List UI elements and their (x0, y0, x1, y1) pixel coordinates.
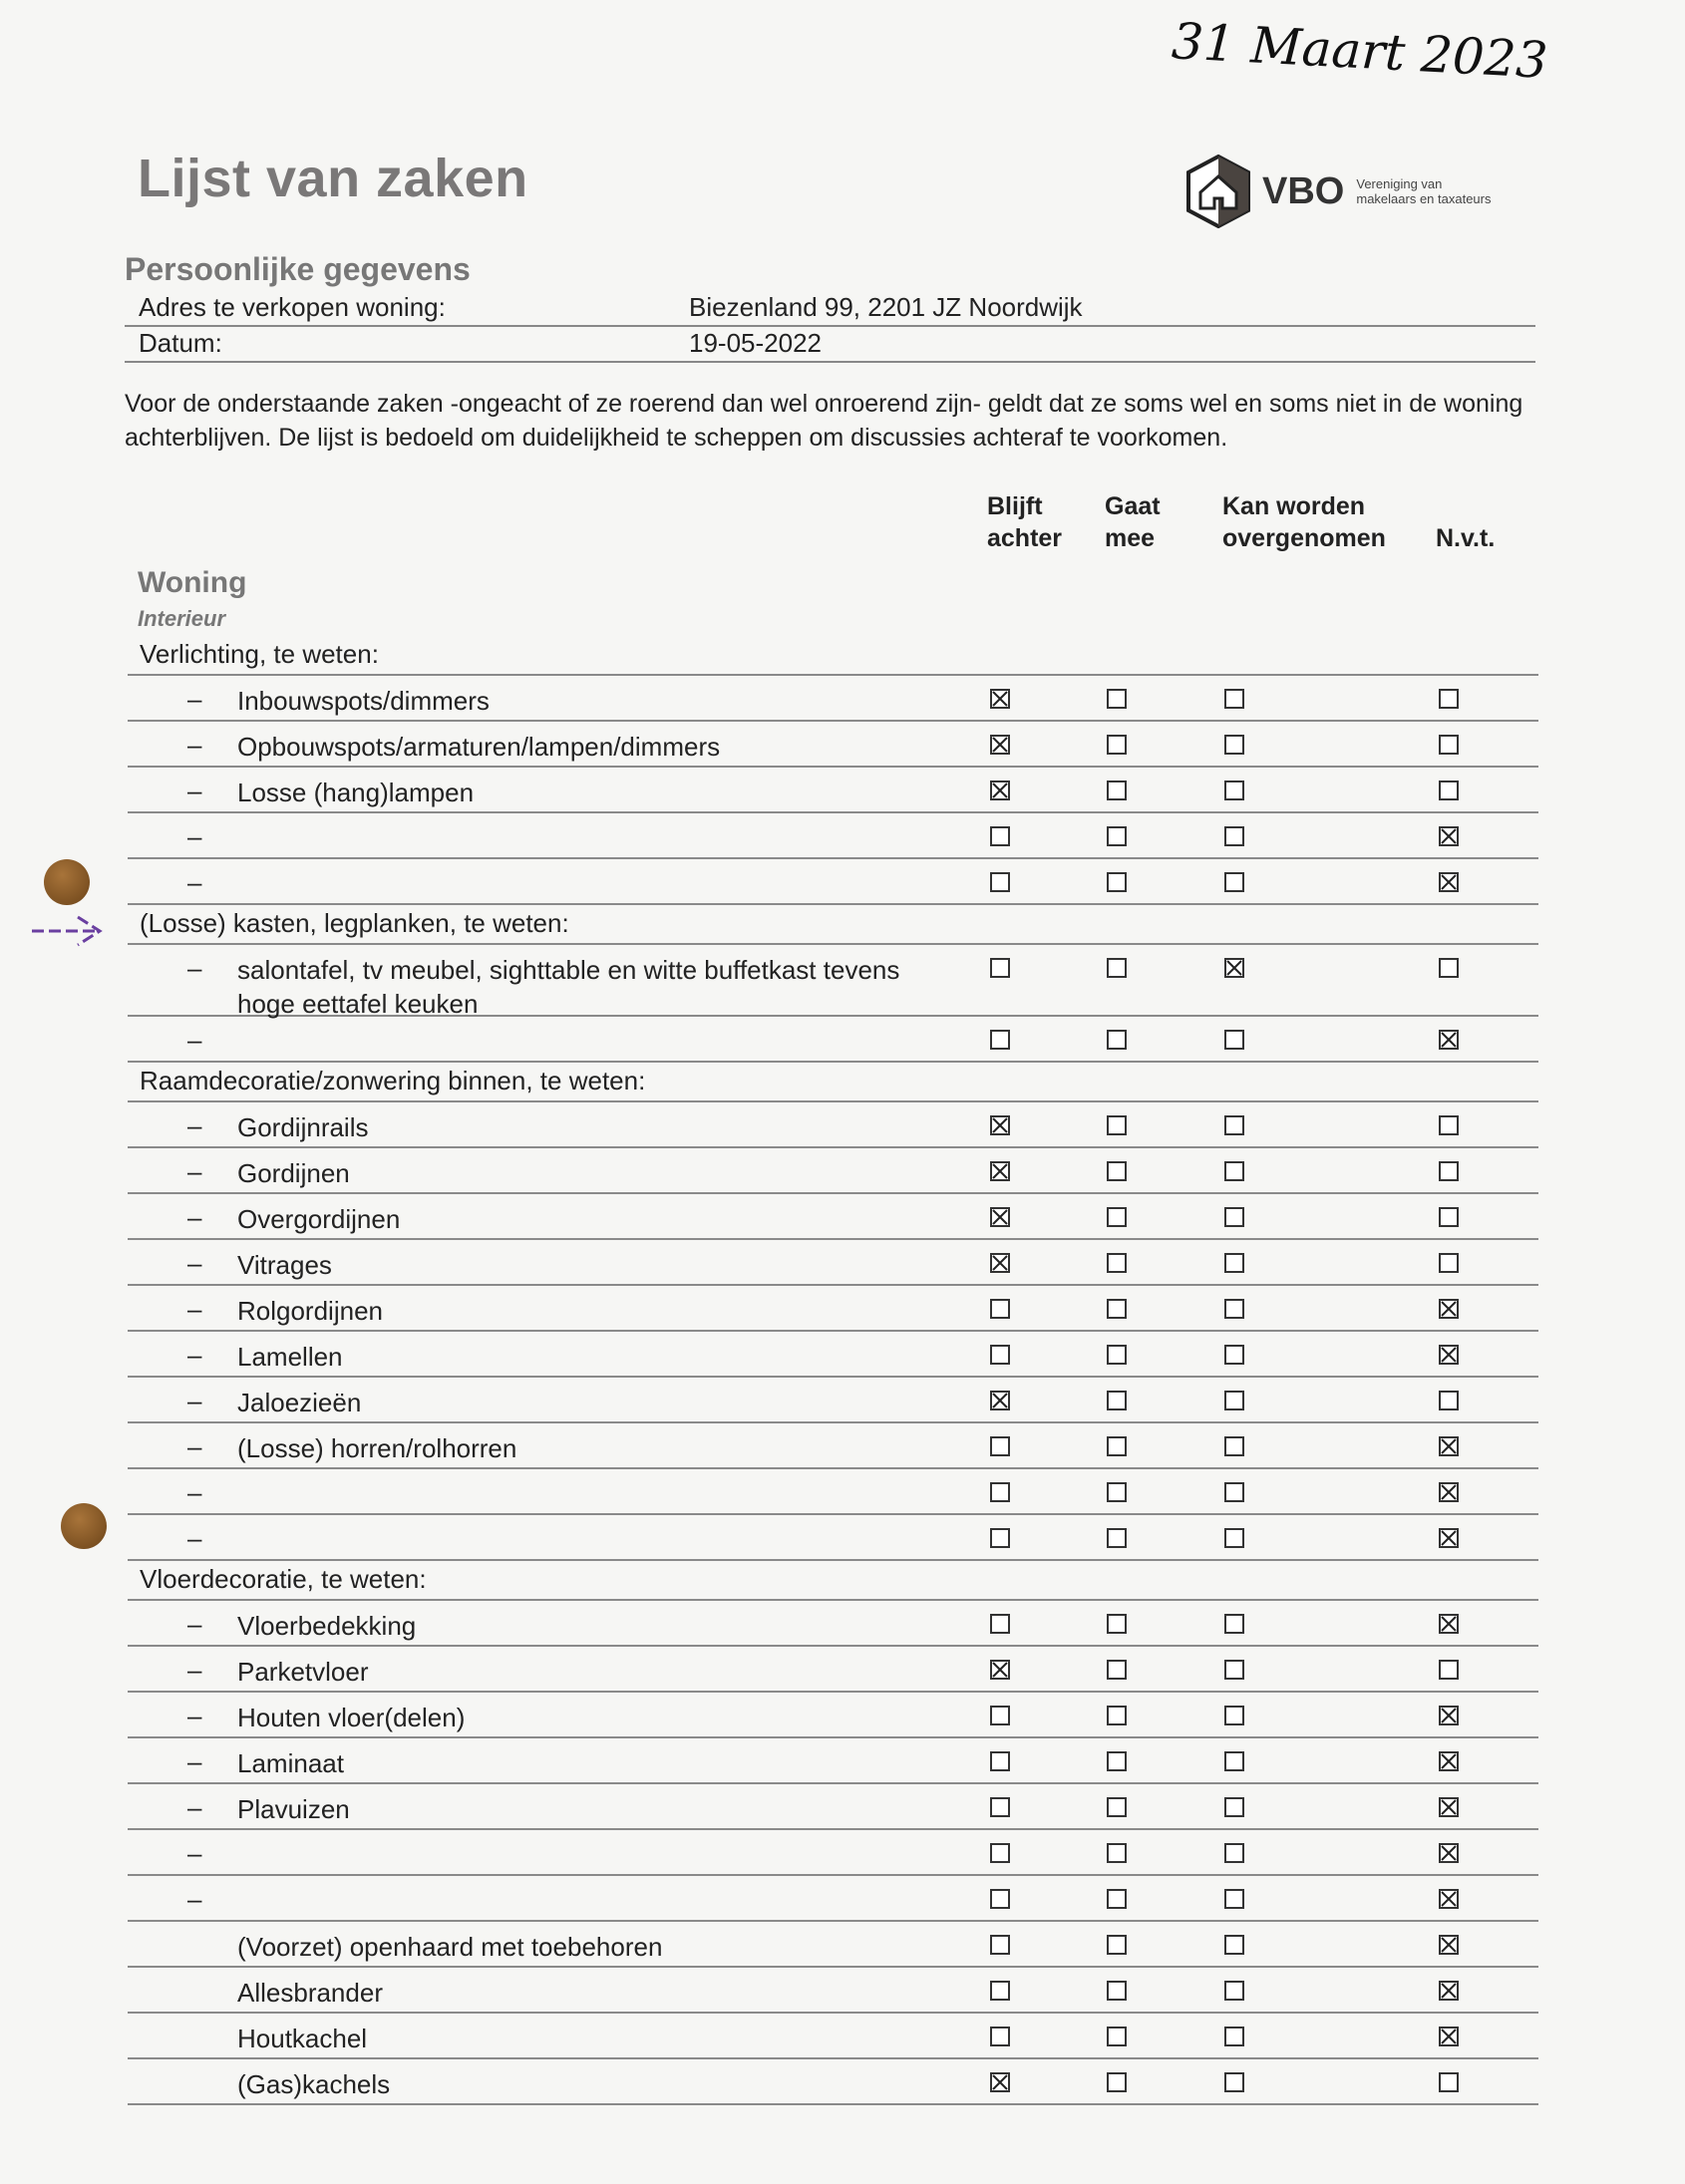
row-label: Verlichting, te weten: (140, 639, 379, 669)
dash-bullet: – (187, 1386, 202, 1415)
punch-hole (61, 1503, 107, 1549)
checkbox-gaat-mee[interactable] (1107, 1161, 1127, 1181)
table-row (128, 768, 1538, 813)
table-row (128, 722, 1538, 768)
checkbox-kan-worden-overgenomen[interactable] (1224, 2027, 1244, 2046)
checkbox-gaat-mee[interactable] (1107, 872, 1127, 892)
row-label: Rolgordijnen (237, 1296, 383, 1326)
checkbox-kan-worden-overgenomen[interactable] (1224, 1706, 1244, 1725)
checkbox-nvt[interactable] (1439, 1482, 1459, 1502)
row-label: Inbouwspots/dimmers (237, 686, 490, 716)
page-title: Lijst van zaken (138, 149, 528, 208)
checkbox-blijft-achter[interactable] (990, 1482, 1010, 1502)
dash-bullet: – (187, 1523, 202, 1553)
vbo-house-icon (1186, 155, 1250, 228)
dash-bullet: – (187, 1746, 202, 1776)
checkbox-nvt[interactable] (1439, 1981, 1459, 2001)
checkbox-kan-worden-overgenomen[interactable] (1224, 2072, 1244, 2092)
checkbox-kan-worden-overgenomen[interactable] (1224, 1889, 1244, 1909)
row-label: (Voorzet) openhaard met toebehoren (237, 1932, 663, 1962)
intro-text: Voor de onderstaande zaken -ongeacht of ze roerend dan wel onroerend zijn- geldt dat ze soms wel en soms niet in de woning achterblijven. De lijst is bedoeld om duidelijkheid te scheppen om discussies achteraf te voorkomen. (125, 390, 1523, 452)
checkbox-kan-worden-overgenomen[interactable] (1224, 1482, 1244, 1502)
checkbox-nvt[interactable] (1439, 1253, 1459, 1273)
checkbox-nvt[interactable] (1439, 1797, 1459, 1817)
table-row (128, 1332, 1538, 1378)
logo-name: VBO (1262, 169, 1345, 212)
row-label: Overgordijnen (237, 1204, 401, 1234)
checkbox-blijft-achter[interactable] (990, 1528, 1010, 1548)
checkbox-blijft-achter[interactable] (990, 1299, 1010, 1319)
dash-bullet: – (187, 1477, 202, 1507)
checkbox-kan-worden-overgenomen[interactable] (1224, 735, 1244, 755)
checkbox-blijft-achter[interactable] (990, 826, 1010, 846)
checkbox-kan-worden-overgenomen[interactable] (1224, 1115, 1244, 1135)
column-header-gaat-mee: Gaat mee (1105, 492, 1161, 552)
table-row (128, 1830, 1538, 1876)
checkbox-nvt[interactable] (1439, 1115, 1459, 1135)
checkbox-nvt[interactable] (1439, 1935, 1459, 1955)
arrow-annotation-icon (28, 909, 108, 953)
table-row (128, 2014, 1538, 2059)
checkbox-kan-worden-overgenomen[interactable] (1224, 1391, 1244, 1410)
checkbox-nvt[interactable] (1439, 2027, 1459, 2046)
table-row (128, 859, 1538, 905)
handwritten-date: 31 Maart 2023 (1170, 12, 1549, 90)
row-label: Houten vloer(delen) (237, 1703, 466, 1732)
checkbox-kan-worden-overgenomen[interactable] (1224, 1751, 1244, 1771)
column-header-blijft-achter: Blijft achter (987, 492, 1063, 552)
dash-bullet: – (187, 953, 202, 983)
table-row (128, 2059, 1538, 2105)
checkbox-blijft-achter[interactable] (990, 1161, 1010, 1181)
vbo-logo (1186, 155, 1491, 228)
checkbox-blijft-achter[interactable] (990, 1614, 1010, 1634)
dash-bullet: – (187, 730, 202, 760)
table-row (128, 1784, 1538, 1830)
checkbox-kan-worden-overgenomen[interactable] (1224, 1345, 1244, 1365)
date-row (125, 325, 1535, 363)
dash-bullet: – (187, 1701, 202, 1730)
dash-bullet: – (187, 1431, 202, 1461)
dash-bullet: – (187, 1110, 202, 1140)
checkbox-gaat-mee[interactable] (1107, 1706, 1127, 1725)
checkbox-kan-worden-overgenomen[interactable] (1224, 689, 1244, 709)
dash-bullet: – (187, 821, 202, 851)
category-row (128, 1063, 1538, 1102)
checkbox-gaat-mee[interactable] (1107, 780, 1127, 800)
dash-bullet: – (187, 1792, 202, 1822)
row-label: (Gas)kachels (237, 2069, 391, 2099)
checkbox-blijft-achter[interactable] (990, 1030, 1010, 1050)
checkbox-blijft-achter[interactable] (990, 1751, 1010, 1771)
dash-bullet: – (187, 776, 202, 805)
checkbox-gaat-mee[interactable] (1107, 1528, 1127, 1548)
table-row (128, 1148, 1538, 1194)
checkbox-blijft-achter[interactable] (990, 1207, 1010, 1227)
row-label: (Losse) horren/rolhorren (237, 1433, 517, 1463)
checkbox-gaat-mee[interactable] (1107, 2027, 1127, 2046)
row-label: Gordijnen (237, 1158, 350, 1188)
table-row (128, 1738, 1538, 1784)
checkbox-kan-worden-overgenomen[interactable] (1224, 1253, 1244, 1273)
checkbox-nvt[interactable] (1439, 872, 1459, 892)
checkbox-nvt[interactable] (1439, 1889, 1459, 1909)
checkbox-nvt[interactable] (1439, 1030, 1459, 1050)
table-row (128, 1240, 1538, 1286)
section-woning: Woning (138, 566, 247, 599)
checkbox-gaat-mee[interactable] (1107, 1843, 1127, 1863)
checkbox-blijft-achter[interactable] (990, 1391, 1010, 1410)
checkbox-nvt[interactable] (1439, 1706, 1459, 1725)
checkbox-blijft-achter[interactable] (990, 1253, 1010, 1273)
checkbox-nvt[interactable] (1439, 958, 1459, 978)
checkbox-blijft-achter[interactable] (990, 780, 1010, 800)
checkbox-kan-worden-overgenomen[interactable] (1224, 1207, 1244, 1227)
checkbox-gaat-mee[interactable] (1107, 735, 1127, 755)
dash-bullet: – (187, 684, 202, 714)
checkbox-blijft-achter[interactable] (990, 1706, 1010, 1725)
checkbox-kan-worden-overgenomen[interactable] (1224, 1299, 1244, 1319)
checkbox-nvt[interactable] (1439, 1391, 1459, 1410)
category-row (128, 1561, 1538, 1601)
checkbox-gaat-mee[interactable] (1107, 1207, 1127, 1227)
checkbox-gaat-mee[interactable] (1107, 1391, 1127, 1410)
checkbox-gaat-mee[interactable] (1107, 1614, 1127, 1634)
dash-bullet: – (187, 1248, 202, 1278)
checkbox-gaat-mee[interactable] (1107, 689, 1127, 709)
checkbox-gaat-mee[interactable] (1107, 958, 1127, 978)
checkbox-blijft-achter[interactable] (990, 1115, 1010, 1135)
checkbox-nvt[interactable] (1439, 689, 1459, 709)
table-row (128, 676, 1538, 722)
checkbox-kan-worden-overgenomen[interactable] (1224, 958, 1244, 978)
section-heading-personal: Persoonlijke gegevens (125, 251, 471, 287)
checkbox-nvt[interactable] (1439, 1660, 1459, 1680)
checkbox-blijft-achter[interactable] (990, 1345, 1010, 1365)
checkbox-kan-worden-overgenomen[interactable] (1224, 1528, 1244, 1548)
row-label: Vloerbedekking (237, 1611, 417, 1641)
table-row (128, 1194, 1538, 1240)
table-row (128, 945, 1538, 1017)
checkbox-kan-worden-overgenomen[interactable] (1224, 780, 1244, 800)
column-header-nvt: N.v.t. (1436, 524, 1496, 552)
checkbox-nvt[interactable] (1439, 1436, 1459, 1456)
punch-hole (44, 859, 90, 905)
checkbox-kan-worden-overgenomen[interactable] (1224, 1660, 1244, 1680)
checkbox-gaat-mee[interactable] (1107, 1436, 1127, 1456)
dash-bullet: – (187, 1609, 202, 1639)
checkbox-blijft-achter[interactable] (990, 1436, 1010, 1456)
table-row (128, 1378, 1538, 1423)
checkbox-nvt[interactable] (1439, 1751, 1459, 1771)
checkbox-blijft-achter[interactable] (990, 2072, 1010, 2092)
checkbox-blijft-achter[interactable] (990, 735, 1010, 755)
checkbox-nvt[interactable] (1439, 735, 1459, 755)
row-label: Losse (hang)lampen (237, 778, 475, 807)
checkbox-blijft-achter[interactable] (990, 689, 1010, 709)
checklist-table (128, 636, 1538, 2105)
dash-bullet: – (187, 1340, 202, 1370)
row-label: (Losse) kasten, legplanken, te weten: (140, 908, 569, 938)
checkbox-gaat-mee[interactable] (1107, 1889, 1127, 1909)
table-row (128, 1968, 1538, 2014)
row-label: Allesbrander (237, 1978, 383, 2008)
checkbox-kan-worden-overgenomen[interactable] (1224, 1161, 1244, 1181)
checkbox-blijft-achter[interactable] (990, 1935, 1010, 1955)
checkbox-blijft-achter[interactable] (990, 872, 1010, 892)
checkbox-gaat-mee[interactable] (1107, 1751, 1127, 1771)
table-row (128, 813, 1538, 859)
checkbox-blijft-achter[interactable] (990, 1843, 1010, 1863)
table-row (128, 1469, 1538, 1515)
category-row (128, 636, 1538, 676)
subsection-interieur: Interieur (138, 606, 226, 631)
dash-bullet: – (187, 1294, 202, 1324)
row-label: Vitrages (237, 1250, 332, 1280)
date-label: Datum: (139, 328, 222, 358)
checkbox-blijft-achter[interactable] (990, 958, 1010, 978)
row-label: Jaloezieën (237, 1388, 362, 1417)
row-label: Gordijnrails (237, 1112, 369, 1142)
row-label: Houtkachel (237, 2024, 368, 2053)
logo-tagline: Vereniging van (1356, 176, 1443, 191)
table-row (128, 1017, 1538, 1063)
address-value: Biezenland 99, 2201 JZ Noordwijk (689, 292, 1083, 322)
checkbox-gaat-mee[interactable] (1107, 1115, 1127, 1135)
checkbox-nvt[interactable] (1439, 1345, 1459, 1365)
checkbox-blijft-achter[interactable] (990, 1889, 1010, 1909)
table-row (128, 1423, 1538, 1469)
checkbox-gaat-mee[interactable] (1107, 1299, 1127, 1319)
date-value: 19-05-2022 (689, 328, 822, 358)
logo-tagline: makelaars en taxateurs (1356, 191, 1492, 206)
dash-bullet: – (187, 1202, 202, 1232)
checkbox-blijft-achter[interactable] (990, 1797, 1010, 1817)
address-label: Adres te verkopen woning: (139, 292, 446, 322)
checkbox-kan-worden-overgenomen[interactable] (1224, 1981, 1244, 2001)
checkbox-gaat-mee[interactable] (1107, 1935, 1127, 1955)
checkbox-nvt[interactable] (1439, 1161, 1459, 1181)
table-row (128, 1515, 1538, 1561)
dash-bullet: – (187, 867, 202, 897)
row-label: salontafel, tv meubel, sighttable en witte buffetkast tevens hoge eettafel keuken (237, 955, 900, 1019)
checkbox-nvt[interactable] (1439, 1207, 1459, 1227)
checkbox-kan-worden-overgenomen[interactable] (1224, 1030, 1244, 1050)
table-row (128, 1876, 1538, 1922)
checkbox-kan-worden-overgenomen[interactable] (1224, 1935, 1244, 1955)
row-label: Vloerdecoratie, te weten: (140, 1564, 427, 1594)
checkbox-kan-worden-overgenomen[interactable] (1224, 1843, 1244, 1863)
address-row (125, 289, 1535, 327)
checkbox-nvt[interactable] (1439, 1843, 1459, 1863)
row-label: Parketvloer (237, 1657, 369, 1687)
checkbox-nvt[interactable] (1439, 1528, 1459, 1548)
row-label: Raamdecoratie/zonwering binnen, te weten: (140, 1066, 646, 1095)
checkbox-kan-worden-overgenomen[interactable] (1224, 1797, 1244, 1817)
checkbox-gaat-mee[interactable] (1107, 1345, 1127, 1365)
row-label: Lamellen (237, 1342, 343, 1372)
row-label: Plavuizen (237, 1794, 350, 1824)
dash-bullet: – (187, 1838, 202, 1868)
checkbox-nvt[interactable] (1439, 780, 1459, 800)
checkbox-kan-worden-overgenomen[interactable] (1224, 872, 1244, 892)
dash-bullet: – (187, 1884, 202, 1914)
table-row (128, 1647, 1538, 1693)
checkbox-blijft-achter[interactable] (990, 1660, 1010, 1680)
checkbox-gaat-mee[interactable] (1107, 826, 1127, 846)
checkbox-blijft-achter[interactable] (990, 2027, 1010, 2046)
checkbox-gaat-mee[interactable] (1107, 1030, 1127, 1050)
checkbox-kan-worden-overgenomen[interactable] (1224, 826, 1244, 846)
dash-bullet: – (187, 1025, 202, 1055)
checkbox-gaat-mee[interactable] (1107, 1797, 1127, 1817)
table-row (128, 1102, 1538, 1148)
checkbox-gaat-mee[interactable] (1107, 2072, 1127, 2092)
checkbox-gaat-mee[interactable] (1107, 1253, 1127, 1273)
checkbox-nvt[interactable] (1439, 1614, 1459, 1634)
checkbox-nvt[interactable] (1439, 1299, 1459, 1319)
checkbox-kan-worden-overgenomen[interactable] (1224, 1436, 1244, 1456)
checkbox-kan-worden-overgenomen[interactable] (1224, 1614, 1244, 1634)
checkbox-gaat-mee[interactable] (1107, 1660, 1127, 1680)
checkbox-nvt[interactable] (1439, 826, 1459, 846)
table-row (128, 1922, 1538, 1968)
dash-bullet: – (187, 1655, 202, 1685)
checkbox-gaat-mee[interactable] (1107, 1981, 1127, 2001)
row-label: Opbouwspots/armaturen/lampen/dimmers (237, 732, 721, 762)
checkbox-blijft-achter[interactable] (990, 1981, 1010, 2001)
checkbox-gaat-mee[interactable] (1107, 1482, 1127, 1502)
row-label: Laminaat (237, 1748, 344, 1778)
column-header-kan-worden-overgenomen: Kan worden overgenomen (1222, 492, 1386, 552)
checkbox-nvt[interactable] (1439, 2072, 1459, 2092)
category-row (128, 905, 1538, 945)
dash-bullet: – (187, 1156, 202, 1186)
table-row (128, 1601, 1538, 1647)
table-row (128, 1286, 1538, 1332)
table-row (128, 1693, 1538, 1738)
